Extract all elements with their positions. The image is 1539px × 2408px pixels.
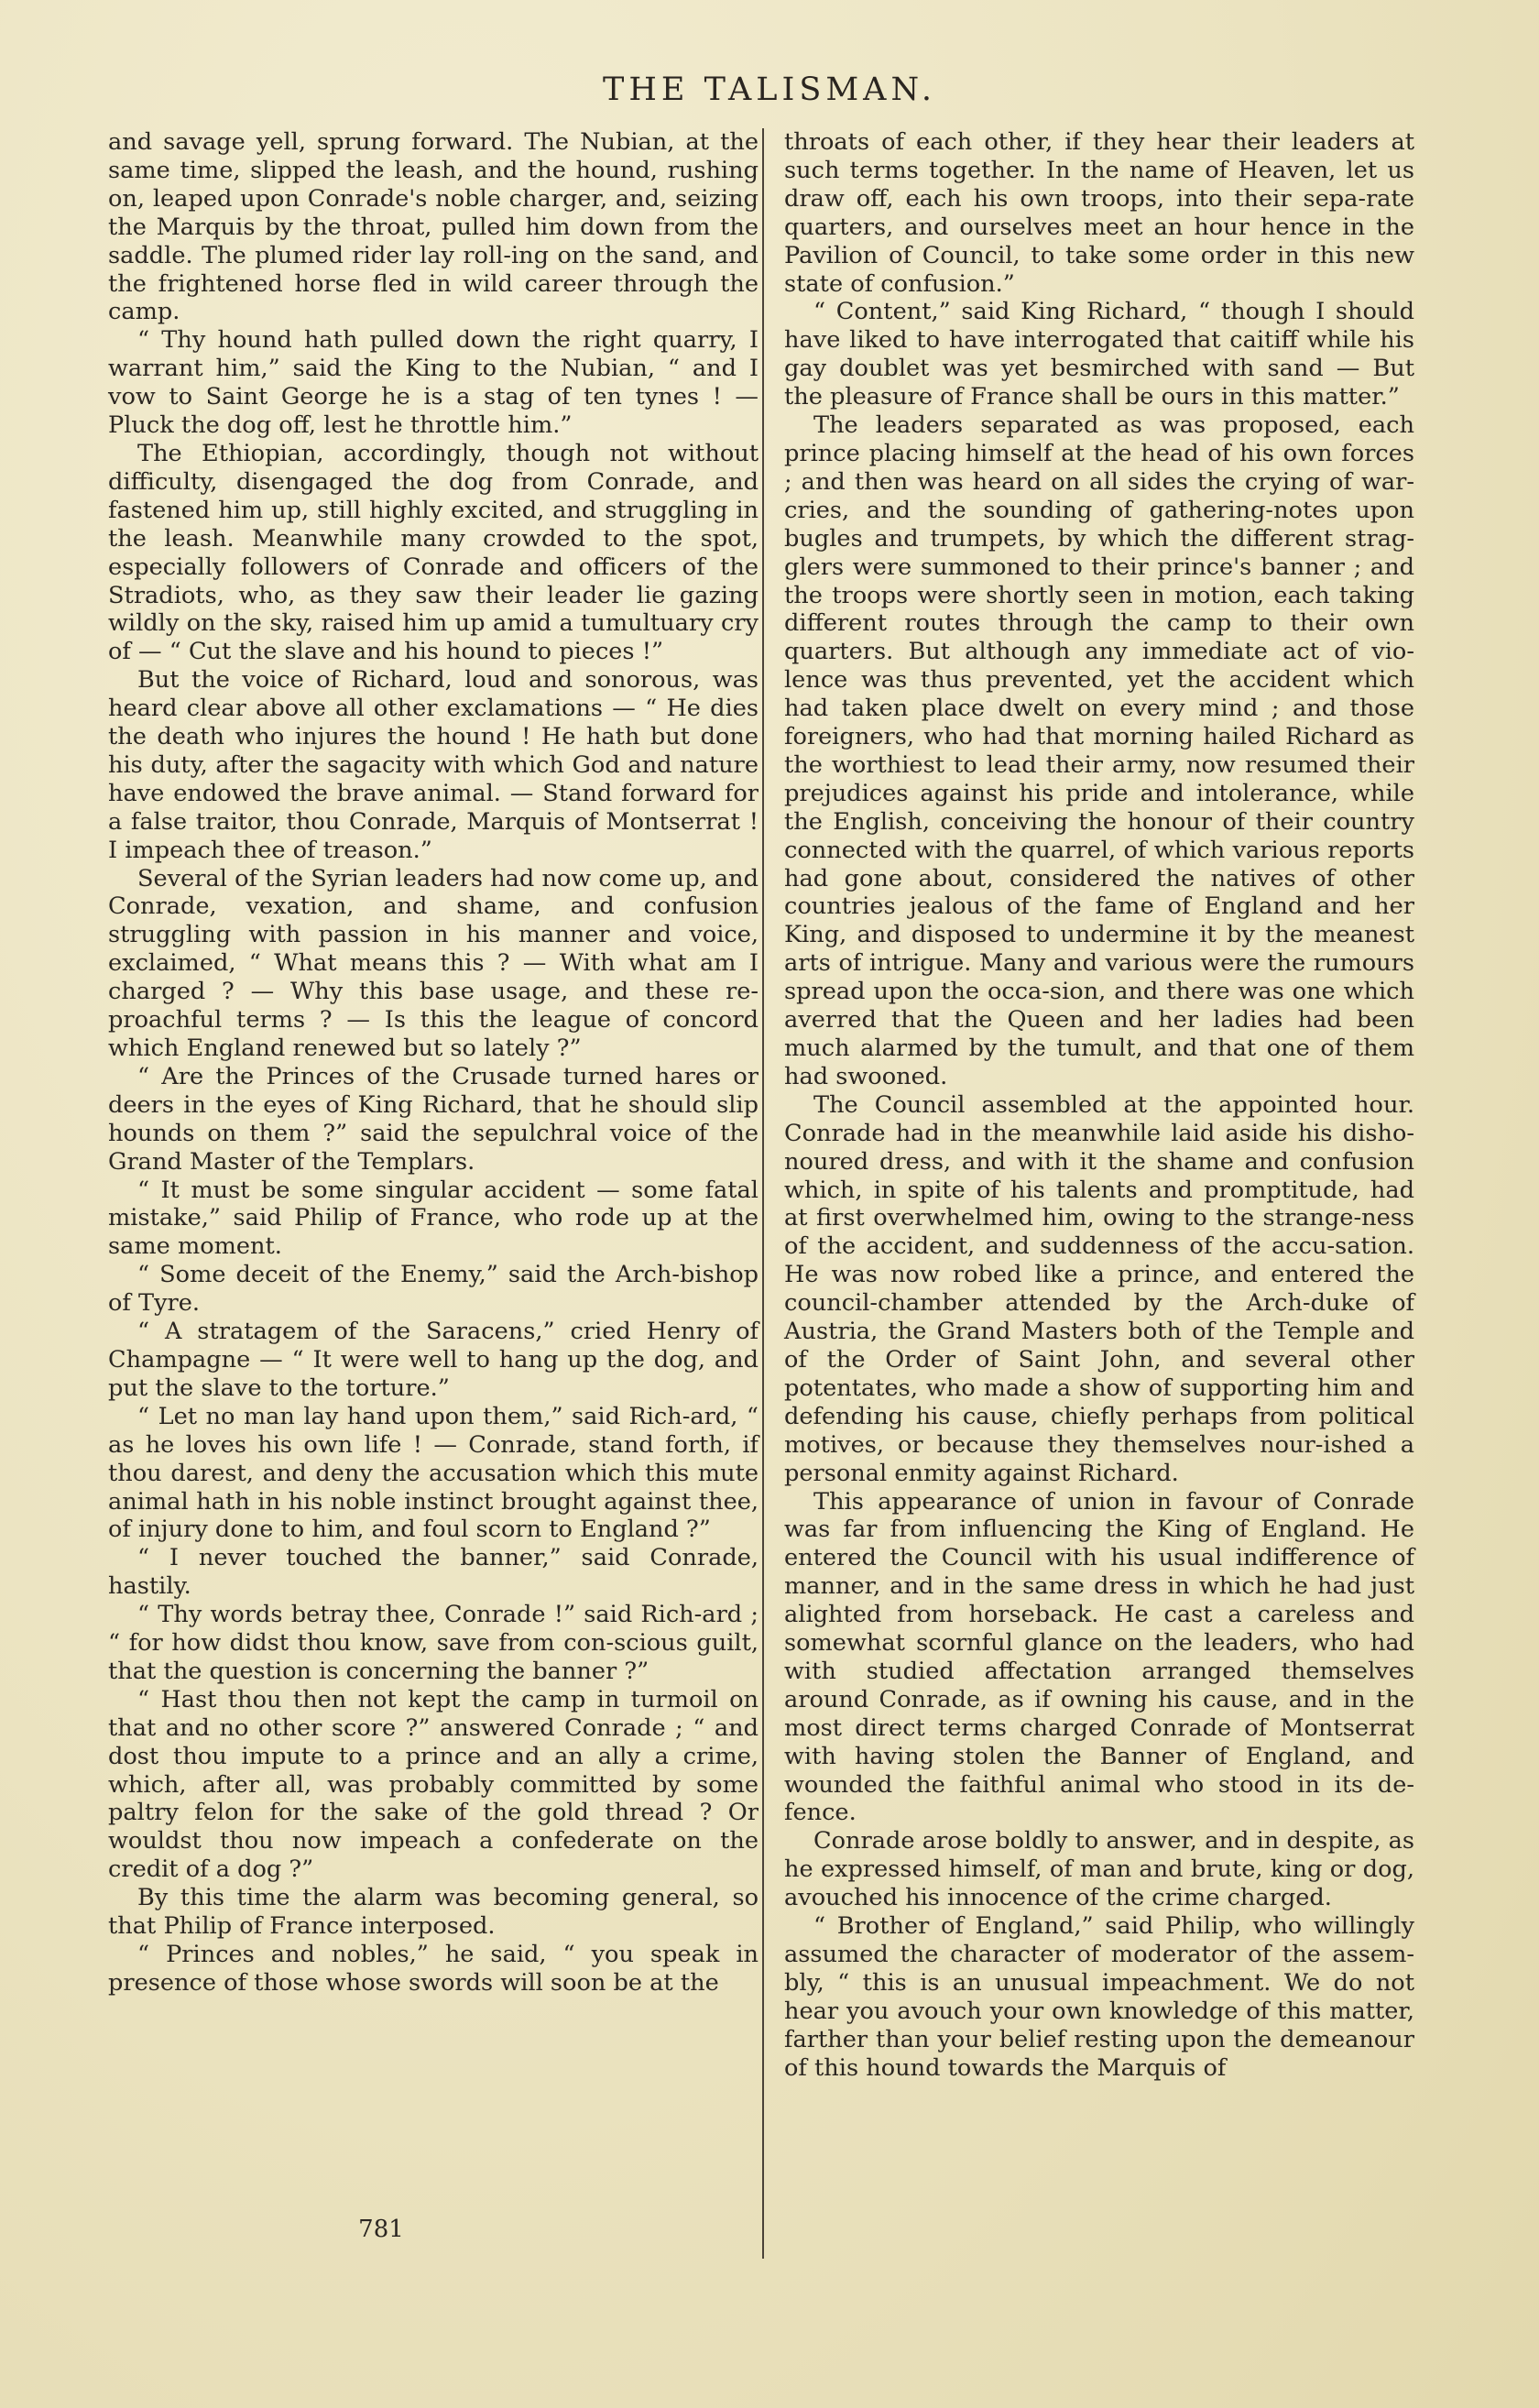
paragraph: This appearance of union in favour of Conrade was far from influencing the King of England. He entered the Council with his usual indifference of manner, and in the same dress in which he had just alighted from horseback. He cast a careless and somewhat scornful glance on the leaders, who had with studied affectation arranged themselves around Conrade, as if owning his cause, and in the most direct terms charged Conrade of Montserrat with having stolen the Banner of England, and wounded the faithful animal who stood in its de-fence. <box>784 1487 1414 1827</box>
page-number: 781 <box>358 2216 404 2243</box>
paragraph: “ Content,” said King Richard, “ though I should have liked to have interrogated that caitiff while his gay doublet was yet besmirched with sand — But the pleasure of France shall be ours in this matter.” <box>784 298 1414 411</box>
running-head: THE TALISMAN. <box>603 71 936 108</box>
paragraph: “ Let no man lay hand upon them,” said Rich-ard, “ as he loves his own life ! — Conrade, stand forth, if thou darest, and deny the accusation which this mute animal hath in his noble instinct brought against thee, of injury done to him, and foul scorn to England ?” <box>108 1402 759 1544</box>
paragraph: The Ethiopian, accordingly, though not without difficulty, disengaged the dog from Conrade, and fastened him up, still highly excited, and struggling in the leash. Meanwhile many crowded to the spot, especially followers of Conrade and officers of the Stradiots, who, as they saw their leader lie gazing wildly on the sky, raised him up amid a tumultuary cry of — “ Cut the slave and his hound to pieces !” <box>108 439 759 666</box>
paragraph: But the voice of Richard, loud and sonorous, was heard clear above all other exclamations — “ He dies the death who injures the hound ! He hath but done his duty, after the sagacity with which God and nature have endowed the brave animal. — Stand forward for a false traitor, thou Conrade, Marquis of Montserrat ! I impeach thee of treason.” <box>108 666 759 864</box>
paragraph: The leaders separated as was proposed, each prince placing himself at the head of his own forces ; and then was heard on all sides the crying of war-cries, and the sounding of gathering-notes upon bugles and trumpets, by which the different strag-glers were summoned to their prince's banner ; and the troops were shortly seen in motion, each taking different routes through the camp to their own quarters. But although any immediate act of vio-lence was thus prevented, yet the accident which had taken place dwelt on every mind ; and those foreigners, who had that morning hailed Richard as the worthiest to lead their army, now resumed their prejudices against his pride and intolerance, while the English, conceiving the honour of their country connected with the quarrel, of which various reports had gone about, considered the natives of other countries jealous of the fame of England and her King, and disposed to undermine it by the meanest arts of intrigue. Many and various were the rumours spread upon the occa-sion, and there was one which averred that the Queen and her ladies had been much alarmed by the tumult, and that one of them had swooned. <box>784 411 1414 1090</box>
paragraph: “ Brother of England,” said Philip, who willingly assumed the character of moderator of the assem-bly, “ this is an unusual impeachment. We do not hear you avouch your own knowledge of this matter, farther than your belief resting upon the demeanour of this hound towards the Marquis of <box>784 1912 1414 2082</box>
paragraph: “ I never touched the banner,” said Conrade, hastily. <box>108 1544 759 1601</box>
paragraph: By this time the alarm was becoming general, so that Philip of France interposed. <box>108 1884 759 1941</box>
column-divider <box>762 128 764 2259</box>
paragraph: “ Some deceit of the Enemy,” said the Arch-bishop of Tyre. <box>108 1261 759 1318</box>
paragraph: “ A stratagem of the Saracens,” cried Henry of Champagne — “ It were well to hang up the dog, and put the slave to the torture.” <box>108 1318 759 1402</box>
paragraph: “ It must be some singular accident — some fatal mistake,” said Philip of France, who rode up at the same moment. <box>108 1176 759 1261</box>
paragraph: “ Thy words betray thee, Conrade !” said Rich-ard ; “ for how didst thou know, save from con-scious guilt, that the question is concerning the banner ?” <box>108 1601 759 1685</box>
right-column <box>784 128 1414 2083</box>
paragraph: “ Princes and nobles,” he said, “ you speak in presence of those whose swords will soon be at the <box>108 1941 759 1997</box>
paragraph: Conrade arose boldly to answer, and in despite, as he expressed himself, of man and brute, king or dog, avouched his innocence of the crime charged. <box>784 1827 1414 1912</box>
paragraph: and savage yell, sprung forward. The Nubian, at the same time, slipped the leash, and the hound, rushing on, leaped upon Conrade's noble charger, and, seizing the Marquis by the throat, pulled him down from the saddle. The plumed rider lay roll-ing on the sand, and the frightened horse fled in wild career through the camp. <box>108 128 759 326</box>
paragraph: The Council assembled at the appointed hour. Conrade had in the meanwhile laid aside his disho-noured dress, and with it the shame and confusion which, in spite of his talents and promptitude, had at first overwhelmed him, owing to the strange-ness of the accident, and suddenness of the accu-sation. He was now robed like a prince, and entered the council-chamber attended by the Arch-duke of Austria, the Grand Masters both of the Temple and of the Order of Saint John, and several other potentates, who made a show of supporting him and defending his cause, chiefly perhaps from political motives, or because they themselves nour-ished a personal enmity against Richard. <box>784 1090 1414 1487</box>
paragraph: “ Hast thou then not kept the camp in turmoil on that and no other score ?” answered Conrade ; “ and dost thou impute to a prince and an ally a crime, which, after all, was probably committed by some paltry felon for the sake of the gold thread ? Or wouldst thou now impeach a confederate on the credit of a dog ?” <box>108 1685 759 1884</box>
left-column <box>108 128 759 1998</box>
paragraph: Several of the Syrian leaders had now come up, and Conrade, vexation, and shame, and confusion struggling with passion in his manner and voice, exclaimed, “ What means this ? — With what am I charged ? — Why this base usage, and these re-proachful terms ? — Is this the league of concord which England renewed but so lately ?” <box>108 864 759 1062</box>
paragraph: “ Thy hound hath pulled down the right quarry, I warrant him,” said the King to the Nubian, “ and I vow to Saint George he is a stag of ten tynes ! — Pluck the dog off, lest he throttle him.” <box>108 326 759 440</box>
paragraph: “ Are the Princes of the Crusade turned hares or deers in the eyes of King Richard, that he should slip hounds on them ?” said the sepulchral voice of the Grand Master of the Templars. <box>108 1062 759 1176</box>
paragraph: throats of each other, if they hear their leaders at such terms together. In the name of Heaven, let us draw off, each his own troops, into their sepa-rate quarters, and ourselves meet an hour hence in the Pavilion of Council, to take some order in this new state of confusion.” <box>784 128 1414 298</box>
